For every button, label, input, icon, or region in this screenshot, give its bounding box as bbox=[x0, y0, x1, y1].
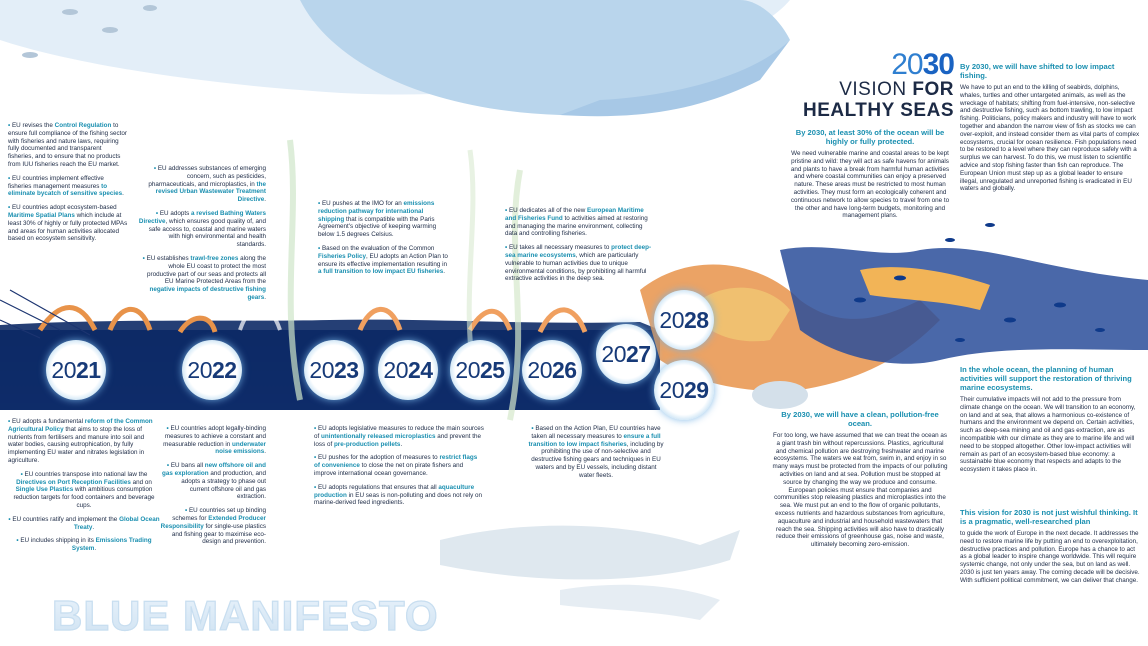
measure-item: • EU countries set up binding schemes for Extended Producer Responsibility for single-use plastics and fishing gear to maximise eco-design and prevention. bbox=[160, 507, 266, 546]
protected-ocean-section bbox=[786, 128, 954, 220]
measure-item: • EU countries ratify and implement the Global Ocean Treaty. bbox=[8, 515, 160, 531]
top-2025-measures bbox=[505, 207, 655, 289]
bottom-2023-measures bbox=[314, 425, 484, 513]
section-heading: In the whole ocean, the planning of human activities will support the restoration of thriving marine ecosystems. bbox=[960, 365, 1132, 392]
measure-item: • EU addresses substances of emerging concern, such as pesticides, pharmaceuticals, and microplastics, in the revised Urban Wastewater Treatment Directive. bbox=[148, 165, 266, 204]
measure-item: • EU revises the Control Regulation to ensure full compliance of the fishing sector with fisheries and nature laws, requiring fully documented and transparent fisheries, and to ensure that no products from IUU fisheries reach the EU market. bbox=[8, 122, 128, 168]
measure-item: • EU adopts regulations that ensures that all aquaculture production in EU seas is non-polluting and does not rely on marine-derived feed ingredients. bbox=[314, 483, 483, 507]
section-heading: By 2030, at least 30% of the ocean will be highly or fully protected. bbox=[795, 128, 945, 146]
year-2025: 20 25 bbox=[450, 340, 510, 400]
turtle-silhouette bbox=[752, 381, 808, 409]
measure-item: • EU countries adopt legally-binding measures to achieve a constant and measurable reduction in underwater noise emissions. bbox=[163, 425, 266, 456]
vision-year: 2030 bbox=[891, 48, 954, 81]
section-body: For too long, we have assumed that we can treat the ocean as a giant trash bin without repercussions. Plastics, agricultural and chemical pollution are destroying freshwater and marine ecosystems. The waters we eat from, swim in, and enjoy in so many ways must be protected from the impacts of our polluting activities on land and at sea. Pollution must be stopped at source by changing the way we produce and consume. European policies must ensure that companies and communities stop releasing plastics and microplastics into the sea. We must put an end to the flow of organic pollutants, excess nutrients and hazardous substances from agriculture, aquaculture and industrial and household wastewaters that reach the sea. Shipping activities will also have to drastically reduce their emissions of greenhouse gas, noise and waste, ultimately becoming zero-emission. bbox=[772, 432, 948, 549]
year-2022: 20 22 bbox=[182, 340, 242, 400]
section-body: Their cumulative impacts will not add to the pressure from climate change on the ocean. We will transition to an economy, on land and at sea, that allows a harmonious co-existence of humans and the environment we depend on. Certain activities, such as deep-sea mining and oil and gas extraction, are as incompatible with our climate as they are to marine life and will need to be stopped altogether. Other low-impact activities will remain as part of an ecosystem-based blue economy: a sustainable blue economy that respects and adapts to the ecosystem it takes place in. bbox=[960, 396, 1136, 474]
measure-item: • EU pushes at the IMO for an emissions reduction pathway for international shipping that is compatible with the Paris Agreement's objective of keeping warming below 1.5 degrees Celsius. bbox=[318, 200, 437, 239]
right-column bbox=[960, 62, 1142, 193]
measure-item: • EU countries implement effective fisheries management measures to eliminate bycatch of sensitive species. bbox=[8, 174, 124, 198]
section-body: We have to put an end to the killing of seabirds, dolphins, whales, turtles and other untargeted animals, as well as the wreckage of habitats; shifting from fuel-intensive, non-selective and destructive fishing, such as bottom trawling, to low impact fishing. Politicians, policy makers and industry will have to work together and abandon the narrow view of fish as stocks we can over-exploit, and instead consider them as vital parts of complex ecosystems, crucial for ocean resilience. Fish populations need to be restored to a level where they can reproduce safely with a surplus we can harvest. To do this, we must listen to scientific advice and stop fishing faster than fish can reproduce. The European Union must step up as a global leader to ensure illegal, unregulated and unreported fishing is eradicated in EU waters and globally. bbox=[960, 84, 1140, 193]
measure-item: • EU adopts a revised Bathing Waters Directive, which ensures good quality of, and safe access to, coastal and marine waters with high environmental and health standards. bbox=[138, 209, 266, 249]
year-2027: 20 27 bbox=[596, 324, 656, 384]
measure-item: • EU countries adopt ecosystem-based Maritime Spatial Plans which include at least 30% of highly or fully protected MPAs and areas for human activities allocated based on ecosystem sensitivity. bbox=[8, 204, 128, 243]
measure-item: • EU establishes trawl-free zones along the whole EU coast to protect the most productive part of our seas and protects all EU Marine Protected Areas from the negative impacts of destructive fishing gears. bbox=[142, 254, 266, 301]
right-column-conclusion bbox=[960, 508, 1142, 585]
pollution-section bbox=[772, 410, 948, 549]
measure-item: • EU includes shipping in its Emissions Trading System. bbox=[16, 537, 152, 553]
measure-item: • EU pushes for the adoption of measures to restrict flags of convenience to close the net on pirate fishers and improve international ocean governance. bbox=[314, 454, 478, 477]
bottom-2026-measures bbox=[528, 425, 664, 486]
blue-manifesto-logo: BLUE MANIFESTO bbox=[52, 592, 439, 639]
shark-silhouette bbox=[440, 526, 740, 580]
measure-item: • Based on the Action Plan, EU countries have taken all necessary measures to ensure a full transition to low impact fisheries, including by prohibiting the use of non-selective and destructive fishing gears and techniques in EU waters and by EU vessels, including distant water fleets. bbox=[528, 425, 664, 479]
section-body: to guide the work of Europe in the next decade. It addresses the need to restore marine life by putting an end to overexploitation, destructive practices and pollution. Europe has a chance to act as a global leader to inspire change worldwide. This will require systemic change, not only under the sea, but on land as well. 2030 is just ten years away. The coming decade will be decisive. With sufficient political commitment, we can deliver that change. bbox=[960, 530, 1140, 584]
vision-line1: VISION FOR bbox=[839, 79, 954, 100]
right-column-planning bbox=[960, 365, 1142, 474]
year-2029: 20 29 bbox=[654, 360, 714, 420]
section-heading: By 2030, we will have a clean, pollution-free ocean. bbox=[781, 410, 939, 428]
measure-item: • EU bans all new offshore oil and gas exploration and production, and adopts a strategy to phase out current offshore oil and gas extraction. bbox=[162, 462, 266, 501]
measure-item: • EU adopts a fundamental reform of the Common Agricultural Policy that aims to stop the loss of nutrients from fertilisers and manure into soil and water bodies, causing eutrophication, by fully implementing EU water and nitrates legislation in agriculture. bbox=[8, 418, 153, 464]
measure-item: • EU countries transpose into national law the Directives on Port Reception Facilities and on Single Use Plastics with ambitious consumption reduction targets for food containers and beverage cups. bbox=[13, 470, 155, 509]
measure-item: • Based on the evaluation of the Common Fisheries Policy, EU adopts an Action Plan to ensure its effective implementation resulting in a full transition to low impact EU fisheries. bbox=[318, 244, 448, 276]
vision-title bbox=[803, 50, 954, 121]
bottom-2022-measures bbox=[160, 425, 266, 552]
measure-item: • EU dedicates all of the new European Maritime and Fisheries Fund to activities aimed at restoring and managing the marine environment, collecting data and controlling fisheries. bbox=[505, 207, 648, 238]
measure-item: • EU takes all necessary measures to protect deep-sea marine ecosystems, which are particularly vulnerable to human activities due to unique environmental conditions, by prohibiting all harmful extractive activities in the deep sea. bbox=[505, 244, 652, 283]
year-2028: 20 28 bbox=[654, 290, 714, 350]
top-2023-measures bbox=[318, 200, 450, 282]
measure-item: • EU adopts legislative measures to reduce the main sources of unintentionally released microplastics and prevent the loss of pre-production pellets. bbox=[314, 425, 484, 448]
year-2024: 20 24 bbox=[378, 340, 438, 400]
year-2021: 20 21 bbox=[46, 340, 106, 400]
vision-line2: HEALTHY SEAS bbox=[803, 100, 954, 121]
top-2021-measures bbox=[8, 122, 128, 249]
top-2022-measures bbox=[138, 165, 266, 308]
year-2026: 20 26 bbox=[522, 340, 582, 400]
section-body: We need vulnerable marine and coastal areas to be kept pristine and wild: they will act as safe havens for animals and plants to have a break from harmful human activities and where coastal communities can enjoy a preserved nature. These areas must be restricted to most human activities. They must form an ecologically coherent and continuous network to allow species to travel from one to the other and have long-term budgets, monitoring and management plans. bbox=[790, 150, 950, 220]
year-2023: 20 23 bbox=[304, 340, 364, 400]
bottom-2021-measures bbox=[8, 418, 160, 559]
section-heading: By 2030, we will have shifted to low impact fishing. bbox=[960, 62, 1115, 80]
section-heading: This vision for 2030 is not just wishful thinking. It is a pragmatic, well-researched plan bbox=[960, 508, 1138, 526]
